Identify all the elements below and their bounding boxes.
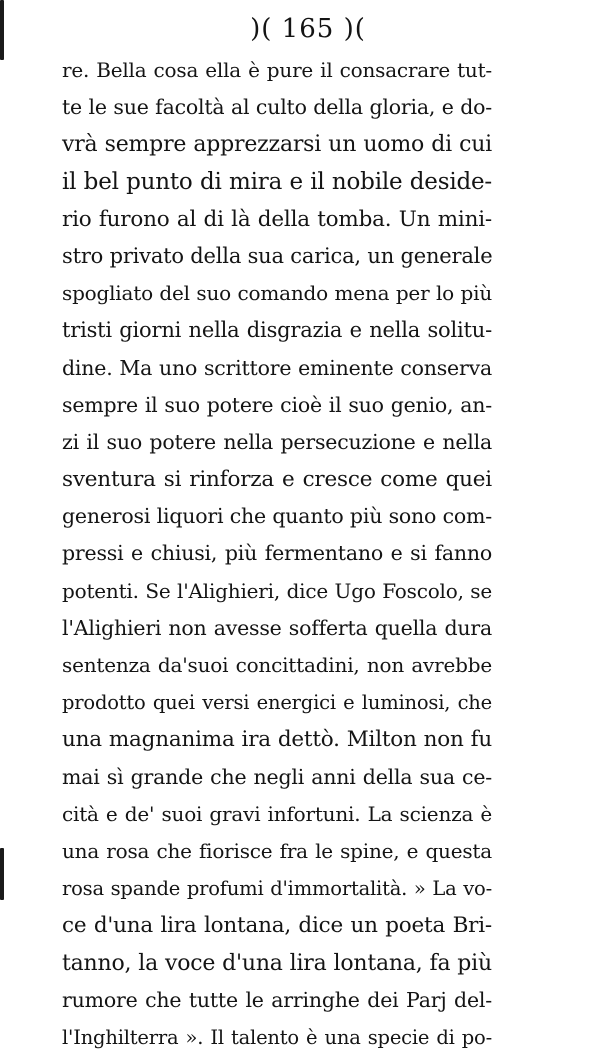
- text-line: sventura si rinforza e cresce come quei: [62, 467, 492, 493]
- text-line: pressi e chiusi, più fermentano e si fanno: [62, 541, 492, 566]
- text-line: te le sue facoltà al culto della gloria, e do-: [62, 95, 492, 120]
- text-line: il bel punto di mira e il nobile deside-: [62, 168, 492, 195]
- text-line: una rosa che fiorisce fra le spine, e questa: [62, 838, 492, 863]
- body-text: [62, 52, 492, 1056]
- text-line: una magnanima ira dettò. Milton non fu: [62, 727, 492, 753]
- text-line: re. Bella cosa ella è pure il consacrare tut-: [62, 58, 492, 82]
- text-line: l'Inghilterra ». Il talento è una specie di po-: [62, 1025, 492, 1049]
- text-line: cità e de' suoi gravi infortuni. La scienza è: [62, 801, 492, 826]
- text-line: vrà sempre apprezzarsi un uomo di cui: [62, 132, 492, 158]
- text-line: dine. Ma uno scrittore eminente conserva: [62, 355, 492, 380]
- text-line: rosa spande profumi d'immortalità. » La vo-: [62, 877, 492, 901]
- text-line: prodotto quei versi energici e luminosi, che: [62, 691, 492, 715]
- text-line: stro privato della sua carica, un generale: [62, 243, 493, 268]
- text-line: tristi giorni nella disgrazia e nella solitu-: [62, 318, 492, 343]
- text-line: zi il suo potere nella persecuzione e nella: [62, 429, 492, 454]
- text-line: spogliato del suo comando mena per lo più: [62, 281, 492, 306]
- text-line: ce d'una lira lontana, dice un poeta Bri-: [62, 913, 492, 939]
- text-line: sentenza da'suoi concittadini, non avrebbe: [62, 653, 492, 677]
- text-line: mai sì grande che negli anni della sua ce-: [62, 764, 492, 789]
- text-line: tanno, la voce d'una lira lontana, fa più: [62, 950, 492, 976]
- text-line: l'Alighieri non avesse sofferta quella dura: [62, 615, 492, 640]
- page-number-header: )( 165 )(: [250, 14, 366, 44]
- text-line: rio furono al di là della tomba. Un mini-: [62, 206, 492, 232]
- text-line: potenti. Se l'Alighieri, dice Ugo Foscolo, se: [62, 578, 492, 603]
- text-line: rumore che tutte le arringhe dei Parj del-: [62, 987, 492, 1012]
- page-edge-shadow-bottom: [0, 848, 4, 900]
- text-line: sempre il suo potere cioè il suo genio, an-: [62, 392, 492, 417]
- text-line: generosi liquori che quanto più sono com-: [62, 504, 492, 529]
